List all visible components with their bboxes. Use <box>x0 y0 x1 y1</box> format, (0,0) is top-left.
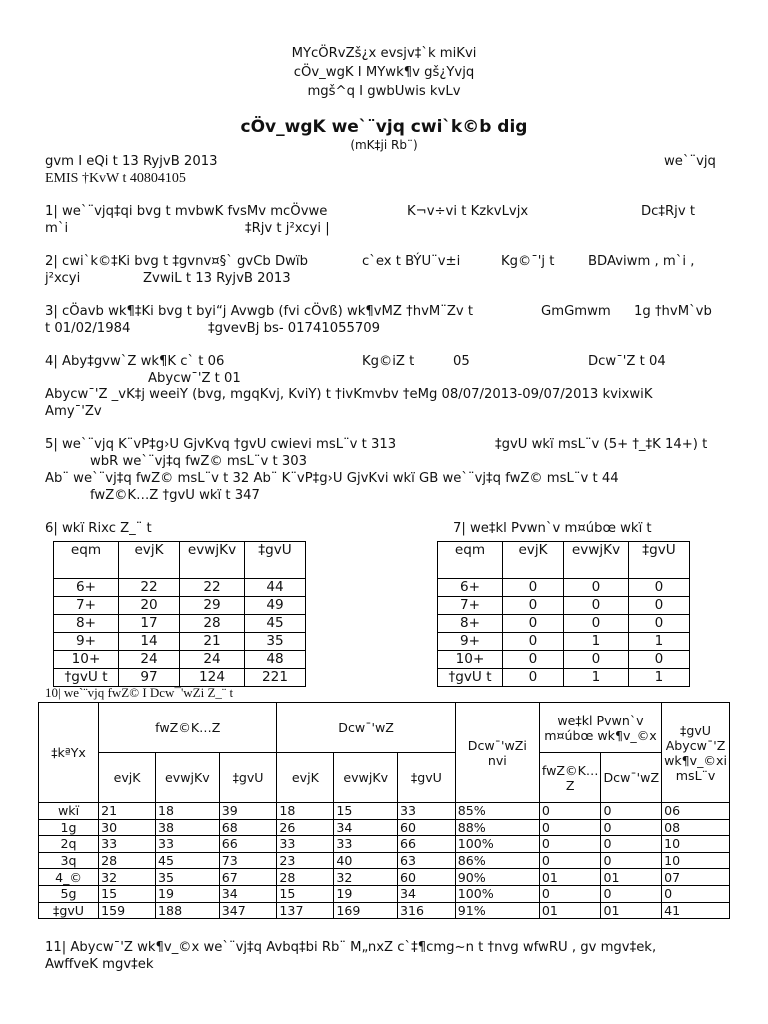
item2-workplace-label: Kg©¯'j t <box>501 254 555 269</box>
cell: 1 <box>564 669 629 687</box>
cell: 28 <box>277 869 334 886</box>
table-row <box>438 651 690 669</box>
cell: 49 <box>245 597 306 615</box>
cell: 0 <box>564 579 629 597</box>
cell: 67 <box>219 869 277 886</box>
cell: 0 <box>662 885 730 902</box>
cell: 48 <box>245 651 306 669</box>
cell: 1 <box>564 633 629 651</box>
table-row <box>54 597 306 615</box>
item4-working-label: Kg©iZ t <box>362 354 415 369</box>
cell: 0 <box>601 852 662 869</box>
cell: 221 <box>245 669 306 687</box>
cell: 10 <box>662 836 730 853</box>
sub-total: ‡gvU <box>398 753 456 803</box>
cell: 19 <box>334 885 398 902</box>
table-row <box>39 852 730 869</box>
cell: 6+ <box>438 579 503 597</box>
cell: 41 <box>662 902 730 919</box>
cell: 63 <box>398 852 456 869</box>
header-total-absent: ‡gvU Abycw¯'Z wk¶v_©xi msL¨v <box>662 703 730 803</box>
cell: 66 <box>398 836 456 853</box>
cell: 0 <box>629 597 690 615</box>
item3-joining-label: 1g †hvM`vb <box>634 304 712 319</box>
cell: 33 <box>99 836 156 853</box>
cell: 316 <box>398 902 456 919</box>
sub-special-present: Dcw¯'wZ <box>601 753 662 803</box>
cell: 28 <box>180 615 245 633</box>
cell: 100% <box>455 885 539 902</box>
cell: 32 <box>99 869 156 886</box>
cell: 8+ <box>438 615 503 633</box>
cell: 0 <box>503 633 564 651</box>
child-survey-table <box>53 541 306 687</box>
cell: 0 <box>539 885 601 902</box>
cell: 01 <box>601 869 662 886</box>
header-boys: evjK <box>503 542 564 579</box>
cell: 0 <box>601 803 662 820</box>
item2-designation: c`ex t BÝU¨v±i <box>362 254 461 269</box>
cell: 1 <box>629 669 690 687</box>
cell: 0 <box>539 803 601 820</box>
cell: 01 <box>601 902 662 919</box>
table-row <box>39 869 730 886</box>
cell: 23 <box>277 852 334 869</box>
cell: 0 <box>629 615 690 633</box>
cell: 14 <box>119 633 180 651</box>
item4-absence-detail: Abycw¯'Z _vK‡j weeiY (bvg, mgqKvj, KviY) t †ivKmvbv †eMg 08/07/2013-09/07/2013 kvixwiK <box>45 387 653 402</box>
cell: 91% <box>455 902 539 919</box>
date-line: gvm I eQi t 13 RyjvB 2013 <box>45 154 218 169</box>
attendance-table <box>38 702 730 919</box>
cell: 0 <box>601 885 662 902</box>
item5-families: 5| we`¨vjq K¨vP‡g›U GjvKvq †gvU cwievi msL¨v t 313 <box>45 437 397 452</box>
header-enrolled: fwZ©K…Z <box>99 703 277 753</box>
item1-school: 1| we`¨vjq‡qi bvg t mvbwK fvsMv mcÖvwe <box>45 204 328 219</box>
item5-own-school: wbR we`¨vj‡q fwZ© msL¨v t 303 <box>90 454 308 469</box>
cell: wkï <box>39 803 99 820</box>
cell: 169 <box>334 902 398 919</box>
cell: 33 <box>334 836 398 853</box>
cell: 9+ <box>54 633 119 651</box>
table-row <box>39 803 730 820</box>
item4-present: Dcw¯'Z t 04 <box>588 354 666 369</box>
cell: 10+ <box>438 651 503 669</box>
cell: 18 <box>277 803 334 820</box>
section-line: mgš^q I gwbUwis kvLv <box>307 84 461 99</box>
table-row <box>438 597 690 615</box>
item4-approved-posts: 4| Aby‡gvw`Z wk¶K c` t 06 <box>45 354 225 369</box>
cell: 22 <box>180 579 245 597</box>
cell: 66 <box>219 836 277 853</box>
cell: 24 <box>119 651 180 669</box>
cell: 2q <box>39 836 99 853</box>
department-line: cÖv_wgK I MYwk¶v gš¿Yvjq <box>293 65 475 80</box>
item2-inspector: 2| cwi`k©‡Ki bvg t ‡gvnv¤§` gvCb Dwïb <box>45 254 308 269</box>
table-row <box>438 615 690 633</box>
table-subheader-row <box>39 753 730 803</box>
item10-label: 10| we`¨vjq fwZ© I Dcw¯'wZi Z_¨ t <box>45 685 234 700</box>
cell: 20 <box>119 597 180 615</box>
sub-special-enrolled: fwZ©K…Z <box>539 753 601 803</box>
cell: 4_© <box>39 869 99 886</box>
cell: 24 <box>180 651 245 669</box>
cell: 33 <box>156 836 220 853</box>
cell: 35 <box>156 869 220 886</box>
item5-total-children: ‡gvU wkï msL¨v (5+ †_‡K 14+) t <box>495 437 708 452</box>
cell: †gvU t <box>54 669 119 687</box>
cell: 188 <box>156 902 220 919</box>
table-row <box>438 579 690 597</box>
table-header-row <box>54 542 306 579</box>
table-row <box>54 615 306 633</box>
header-boys: evjK <box>119 542 180 579</box>
cell: 44 <box>245 579 306 597</box>
cell: 39 <box>219 803 277 820</box>
cell: 0 <box>503 669 564 687</box>
cell: 38 <box>156 819 220 836</box>
cell: 9+ <box>438 633 503 651</box>
header-class: ‡kªYx <box>39 703 99 803</box>
cell: 7+ <box>54 597 119 615</box>
cell: 34 <box>334 819 398 836</box>
item2-district: j²xcyi <box>45 271 81 286</box>
cell: 0 <box>601 819 662 836</box>
item4-working-value: 05 <box>453 354 470 369</box>
cell: 22 <box>119 579 180 597</box>
cell: 0 <box>539 819 601 836</box>
item3-joining-date: t 01/02/1984 <box>45 321 131 336</box>
cell: 159 <box>99 902 156 919</box>
header-age: eqm <box>54 542 119 579</box>
cell: 73 <box>219 852 277 869</box>
cell: 90% <box>455 869 539 886</box>
item11-line1: 11| Abycw¯'Z wk¶v_©x we`¨vj‡q Avbq‡bi Rb¨ M„nxZ c`‡¶cmg~n t †nvg wfwRU , gv mgv‡ek, <box>45 940 657 955</box>
cell: 40 <box>334 852 398 869</box>
cell: 0 <box>539 836 601 853</box>
cell: ‡gvU <box>39 902 99 919</box>
ministry-line: MYcÖRvZš¿x evsjv‡`k miKvi <box>291 46 477 61</box>
cell: 01 <box>539 869 601 886</box>
table-row <box>39 836 730 853</box>
header-total: ‡gvU <box>245 542 306 579</box>
item1-cluster: K¬v÷vi t KzkvLvjx <box>407 204 529 219</box>
table-row-total <box>438 669 690 687</box>
item4-absence-reason: Amy¯'Zv <box>45 404 102 419</box>
emis-line: EMIS †KvW t 40804105 <box>45 171 186 186</box>
cell: 15 <box>277 885 334 902</box>
table-row <box>54 579 306 597</box>
item11-line2: AwffveK mgv‡ek <box>45 957 154 972</box>
sub-girls: evwjKv <box>156 753 220 803</box>
cell: 1g <box>39 819 99 836</box>
cell: 0 <box>629 579 690 597</box>
cell: 15 <box>99 885 156 902</box>
cell: 33 <box>277 836 334 853</box>
cell: 35 <box>245 633 306 651</box>
header-special-needs: we‡kl Pvwn`v m¤úbœ wk¶v_©x <box>539 703 661 753</box>
special-needs-table <box>437 541 690 687</box>
header-total: ‡gvU <box>629 542 690 579</box>
sub-boys: evjK <box>99 753 156 803</box>
table-row <box>39 819 730 836</box>
cell: 33 <box>398 803 456 820</box>
item3-head-teacher: 3| cÖavb wk¶‡Ki bvg t byi“j Avwgb (fvi cÖvß) wk¶vMZ †hvM¨Zv t <box>45 304 474 319</box>
cell: 30 <box>99 819 156 836</box>
table-row <box>438 633 690 651</box>
cell: 137 <box>277 902 334 919</box>
sub-girls: evwjKv <box>334 753 398 803</box>
item7-label: 7| we‡kl Pvwn`v m¤úbœ wkï t <box>453 521 652 536</box>
cell: 0 <box>503 597 564 615</box>
cell: 17 <box>119 615 180 633</box>
cell: 86% <box>455 852 539 869</box>
cell: 60 <box>398 819 456 836</box>
table-row-total <box>39 902 730 919</box>
header-girls: evwjKv <box>564 542 629 579</box>
table-header-row <box>39 703 730 753</box>
item3-qualification: GmGmwm <box>541 304 611 319</box>
header-age: eqm <box>438 542 503 579</box>
cell: 21 <box>99 803 156 820</box>
cell: 01 <box>539 902 601 919</box>
cell: 0 <box>539 852 601 869</box>
item5-other-school: Ab¨ we`¨vj‡q fwZ© msL¨v t 32 Ab¨ K¨vP‡g›U GjvKvi wkï GB we`¨vj‡q fwZ© msL¨v t 44 <box>45 471 619 486</box>
item2-workplace: BDAviwm , m`i , <box>588 254 695 269</box>
school-label: we`¨vjq <box>664 154 716 169</box>
form-subtitle: (mK‡ji Rb¨) <box>350 138 418 152</box>
item3-mobile: ‡gvevBj bs- 01741055709 <box>208 321 381 336</box>
cell: 8+ <box>54 615 119 633</box>
cell: 08 <box>662 819 730 836</box>
cell: 29 <box>180 597 245 615</box>
cell: 0 <box>629 651 690 669</box>
item1-upazila-value: m`i <box>45 221 69 236</box>
cell: 85% <box>455 803 539 820</box>
sub-boys: evjK <box>277 753 334 803</box>
cell: 07 <box>662 869 730 886</box>
cell: 10+ <box>54 651 119 669</box>
cell: 28 <box>99 852 156 869</box>
header-rate: Dcw¯'wZi nvi <box>455 703 539 803</box>
cell: 21 <box>180 633 245 651</box>
table-header-row <box>438 542 690 579</box>
cell: 0 <box>601 836 662 853</box>
cell: 6+ <box>54 579 119 597</box>
item2-date: ZvwiL t 13 RyjvB 2013 <box>143 271 291 286</box>
form-title: cÖv_wgK we`¨vjq cwi`k©b dig <box>240 117 528 137</box>
table-row <box>54 651 306 669</box>
cell: 06 <box>662 803 730 820</box>
cell: 0 <box>564 615 629 633</box>
cell: 97 <box>119 669 180 687</box>
cell: 10 <box>662 852 730 869</box>
cell: 0 <box>564 597 629 615</box>
table-row <box>39 885 730 902</box>
header-present: Dcw¯'wZ <box>277 703 455 753</box>
cell: 7+ <box>438 597 503 615</box>
cell: 0 <box>503 579 564 597</box>
cell: 34 <box>219 885 277 902</box>
cell: 1 <box>629 633 690 651</box>
item1-upazila: Dc‡Rjv t <box>641 204 695 219</box>
cell: 0 <box>564 651 629 669</box>
cell: 3q <box>39 852 99 869</box>
cell: 26 <box>277 819 334 836</box>
cell: 32 <box>334 869 398 886</box>
cell: 347 <box>219 902 277 919</box>
cell: 100% <box>455 836 539 853</box>
table-row <box>54 633 306 651</box>
cell: 0 <box>503 651 564 669</box>
sub-total: ‡gvU <box>219 753 277 803</box>
cell: 124 <box>180 669 245 687</box>
cell: 19 <box>156 885 220 902</box>
item5-total-enrolled: fwZ©K…Z †gvU wkï t 347 <box>90 488 260 503</box>
cell: †gvU t <box>438 669 503 687</box>
cell: 0 <box>503 615 564 633</box>
cell: 45 <box>245 615 306 633</box>
cell: 88% <box>455 819 539 836</box>
item4-absent: Abycw¯'Z t 01 <box>148 371 241 386</box>
item6-label: 6| wkï Rixc Z_¨ t <box>45 521 152 536</box>
cell: 45 <box>156 852 220 869</box>
cell: 18 <box>156 803 220 820</box>
cell: 5g <box>39 885 99 902</box>
cell: 68 <box>219 819 277 836</box>
cell: 15 <box>334 803 398 820</box>
header-girls: evwjKv <box>180 542 245 579</box>
cell: 34 <box>398 885 456 902</box>
cell: 60 <box>398 869 456 886</box>
item1-district: ‡Rjv t j²xcyi | <box>245 221 330 236</box>
table-row-total <box>54 669 306 687</box>
